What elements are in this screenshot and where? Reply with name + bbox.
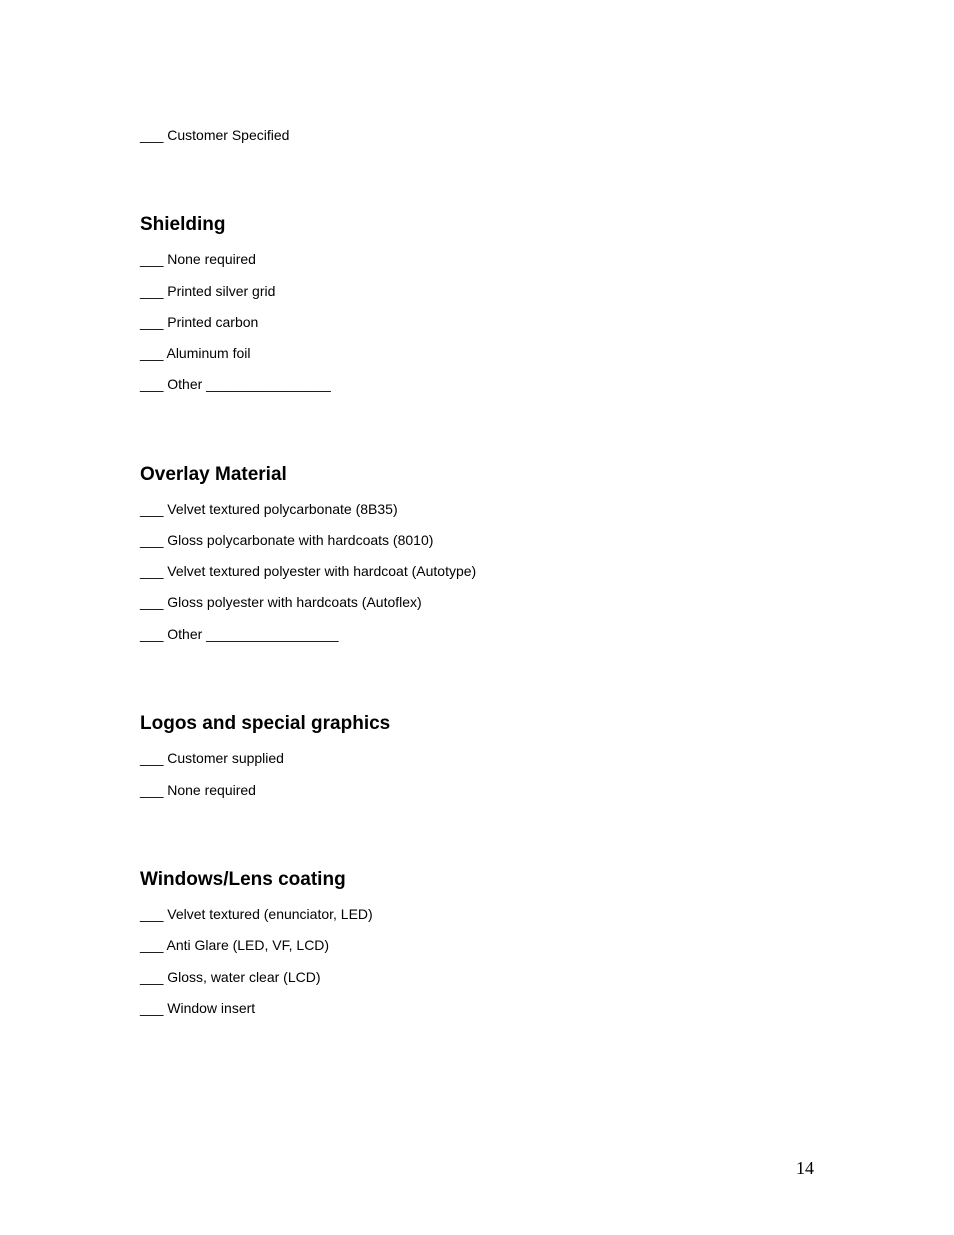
overlay-option-gloss-polycarbonate: ___ Gloss polycarbonate with hardcoats (8010) <box>140 532 434 548</box>
option-customer-specified: ___ Customer Specified <box>140 127 290 143</box>
windows-option-gloss-water-clear: ___ Gloss, water clear (LCD) <box>140 969 321 985</box>
shielding-option-other: ___ Other ________________ <box>140 376 331 392</box>
windows-option-velvet-textured: ___ Velvet textured (enunciator, LED) <box>140 906 373 922</box>
logos-option-customer-supplied: ___ Customer supplied <box>140 750 284 766</box>
overlay-option-velvet-polycarbonate: ___ Velvet textured polycarbonate (8B35) <box>140 501 398 517</box>
shielding-option-none-required: ___ None required <box>140 251 256 267</box>
shielding-option-printed-carbon: ___ Printed carbon <box>140 314 259 330</box>
section-heading-shielding: Shielding <box>140 214 226 235</box>
overlay-option-gloss-polyester: ___ Gloss polyester with hardcoats (Autoflex) <box>140 594 422 610</box>
section-heading-windows-lens: Windows/Lens coating <box>140 869 346 890</box>
section-heading-logos: Logos and special graphics <box>140 713 391 734</box>
overlay-option-velvet-polyester: ___ Velvet textured polyester with hardcoat (Autotype) <box>140 563 477 579</box>
logos-option-none-required: ___ None required <box>140 782 256 798</box>
section-heading-overlay-material: Overlay Material <box>140 464 287 485</box>
windows-option-window-insert: ___ Window insert <box>140 1000 256 1016</box>
page-number: 14 <box>796 1158 814 1178</box>
shielding-option-aluminum-foil: ___ Aluminum foil <box>140 345 251 361</box>
windows-option-anti-glare: ___ Anti Glare (LED, VF, LCD) <box>140 937 330 953</box>
shielding-option-printed-silver-grid: ___ Printed silver grid <box>140 283 276 299</box>
overlay-option-other: ___ Other _________________ <box>140 626 339 642</box>
